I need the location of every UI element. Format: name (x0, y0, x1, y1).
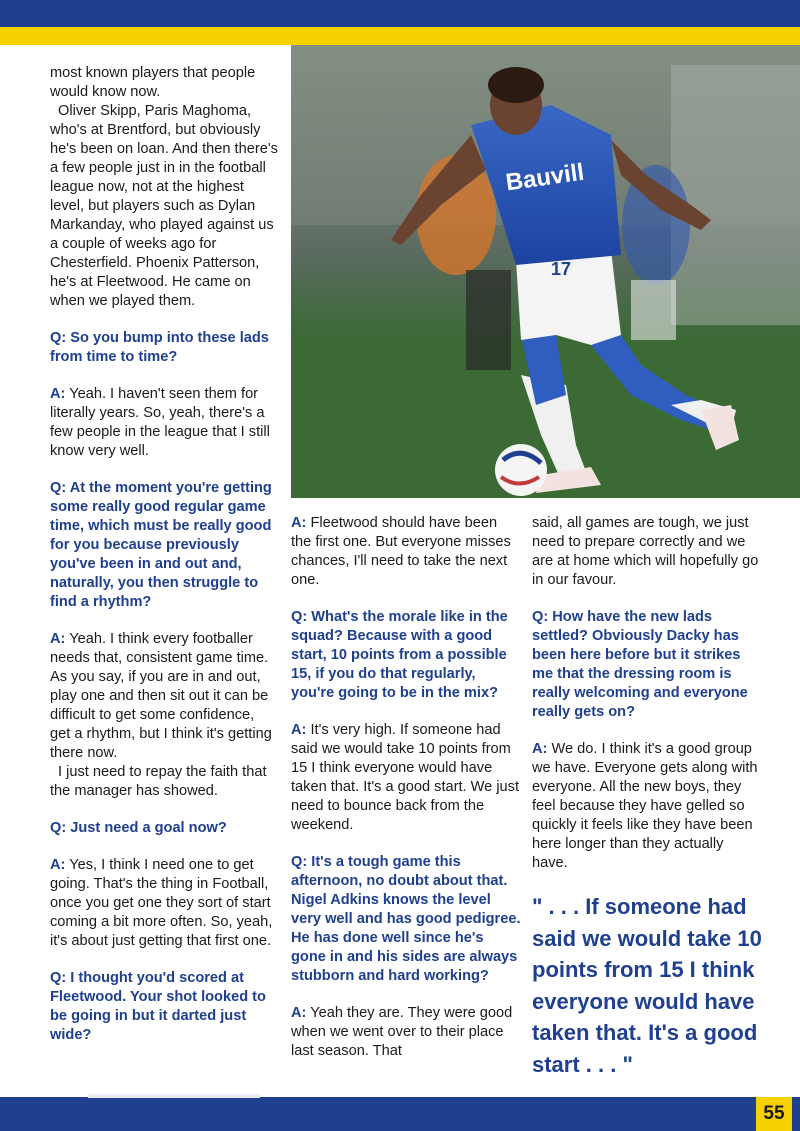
answer-text: Fleetwood should have been the first one. But everyone misses chances, I'll need to take the next one. (291, 515, 511, 588)
footer-tab (88, 1094, 260, 1098)
paragraph: Oliver Skipp, Paris Maghoma, who's at Brentford, but obviously he's been on loan. And then there's a few people just in in the football league now, not at the highest level, but players such as Dylan Markanday, who played against us a couple of weeks ago for Chesterfield. Phoenix Patterson, he's at Fleetwood. He came on when we played them. (50, 103, 278, 309)
answer-text: Yeah. I haven't seen them for literally years. So, yeah, there's a few people in the league that I still know very well. (50, 386, 270, 459)
shirt-number: 17 (550, 259, 572, 279)
article-column-2 (291, 514, 521, 1079)
answer-text: Yeah they are. They were good when we went over to their place last season. That (291, 1005, 513, 1059)
pull-quote: " . . . If someone had said we would take 10 points from 15 I think everyone would have taken that. It's a good start . . . " (532, 894, 762, 1077)
question: Q: Just need a goal now? (50, 820, 227, 836)
question: Q: How have the new lads settled? Obviously Dacky has been here before but it strikes me that the dressing room is really welcoming and everyone really gets on? (532, 609, 748, 720)
answer (291, 514, 521, 590)
answer (532, 740, 762, 873)
answer-text: It's very high. If someone had said we would take 10 points from 15 I think everyone would have taken that. It's a good start. We just need to bounce back from the weekend. (291, 722, 520, 833)
answer-label: A: (50, 857, 66, 873)
answer-label: A: (291, 1005, 307, 1021)
footer-blue-band (0, 1097, 800, 1131)
answer (291, 1004, 521, 1061)
question: Q: At the moment you're getting some really good regular game time, which must be really good for you because previously you've been in and out and, naturally, you then struggle to find a rhythm? (50, 480, 272, 610)
answer (50, 856, 278, 951)
answer (50, 630, 278, 763)
paragraph: said, all games are tough, we just need to prepare correctly and we are at home which will hopefully go in our favour. (532, 515, 759, 588)
article-column-1 (50, 64, 278, 1063)
article-column-3 (532, 514, 762, 1080)
paragraph: I just need to repay the faith that the manager has showed. (50, 764, 267, 799)
shirt-sponsor: Bauvill (504, 158, 586, 197)
answer-text: We do. I think it's a good group we have. Everyone gets along with everyone. All the new boys, they feel because they have gelled so quickly it feels like they have been here longer than they actually have. (532, 741, 758, 871)
answer (291, 721, 521, 835)
answer-text: Yeah. I think every footballer needs that, consistent game time. As you say, if you are in and out, play one and then sit out it can be difficult to get some confidence, get a rhythm, but I think it's getting there now. (50, 631, 272, 761)
footballer-photo (291, 45, 800, 498)
question: Q: I thought you'd scored at Fleetwood. Your shot looked to be going in but it darted just wide? (50, 970, 266, 1043)
answer-label: A: (291, 515, 307, 531)
question: Q: So you bump into these lads from time to time? (50, 330, 269, 365)
question: Q: What's the morale like in the squad? Because with a good start, 10 points from a possible 15, if you do that regularly, you're going to be in the mix? (291, 609, 508, 701)
question: Q: It's a tough game this afternoon, no doubt about that. Nigel Adkins knows the level very well and has good pedigree. He has done well since he's gone in and his sides are always stubborn and hard working? (291, 854, 521, 984)
answer (50, 385, 278, 461)
answer-label: A: (291, 722, 307, 738)
header-yellow-band (0, 27, 800, 45)
header-blue-band (0, 0, 800, 27)
answer-label: A: (50, 631, 66, 647)
answer-label: A: (50, 386, 66, 402)
answer-label: A: (532, 741, 548, 757)
paragraph: most known players that people would know now. (50, 65, 256, 100)
answer-text: Yes, I think I need one to get going. That's the thing in Football, once you get one they sort of start coming a bit more often. So, yeah, it's about just getting that first one. (50, 857, 273, 949)
page-number: 55 (756, 1097, 792, 1131)
